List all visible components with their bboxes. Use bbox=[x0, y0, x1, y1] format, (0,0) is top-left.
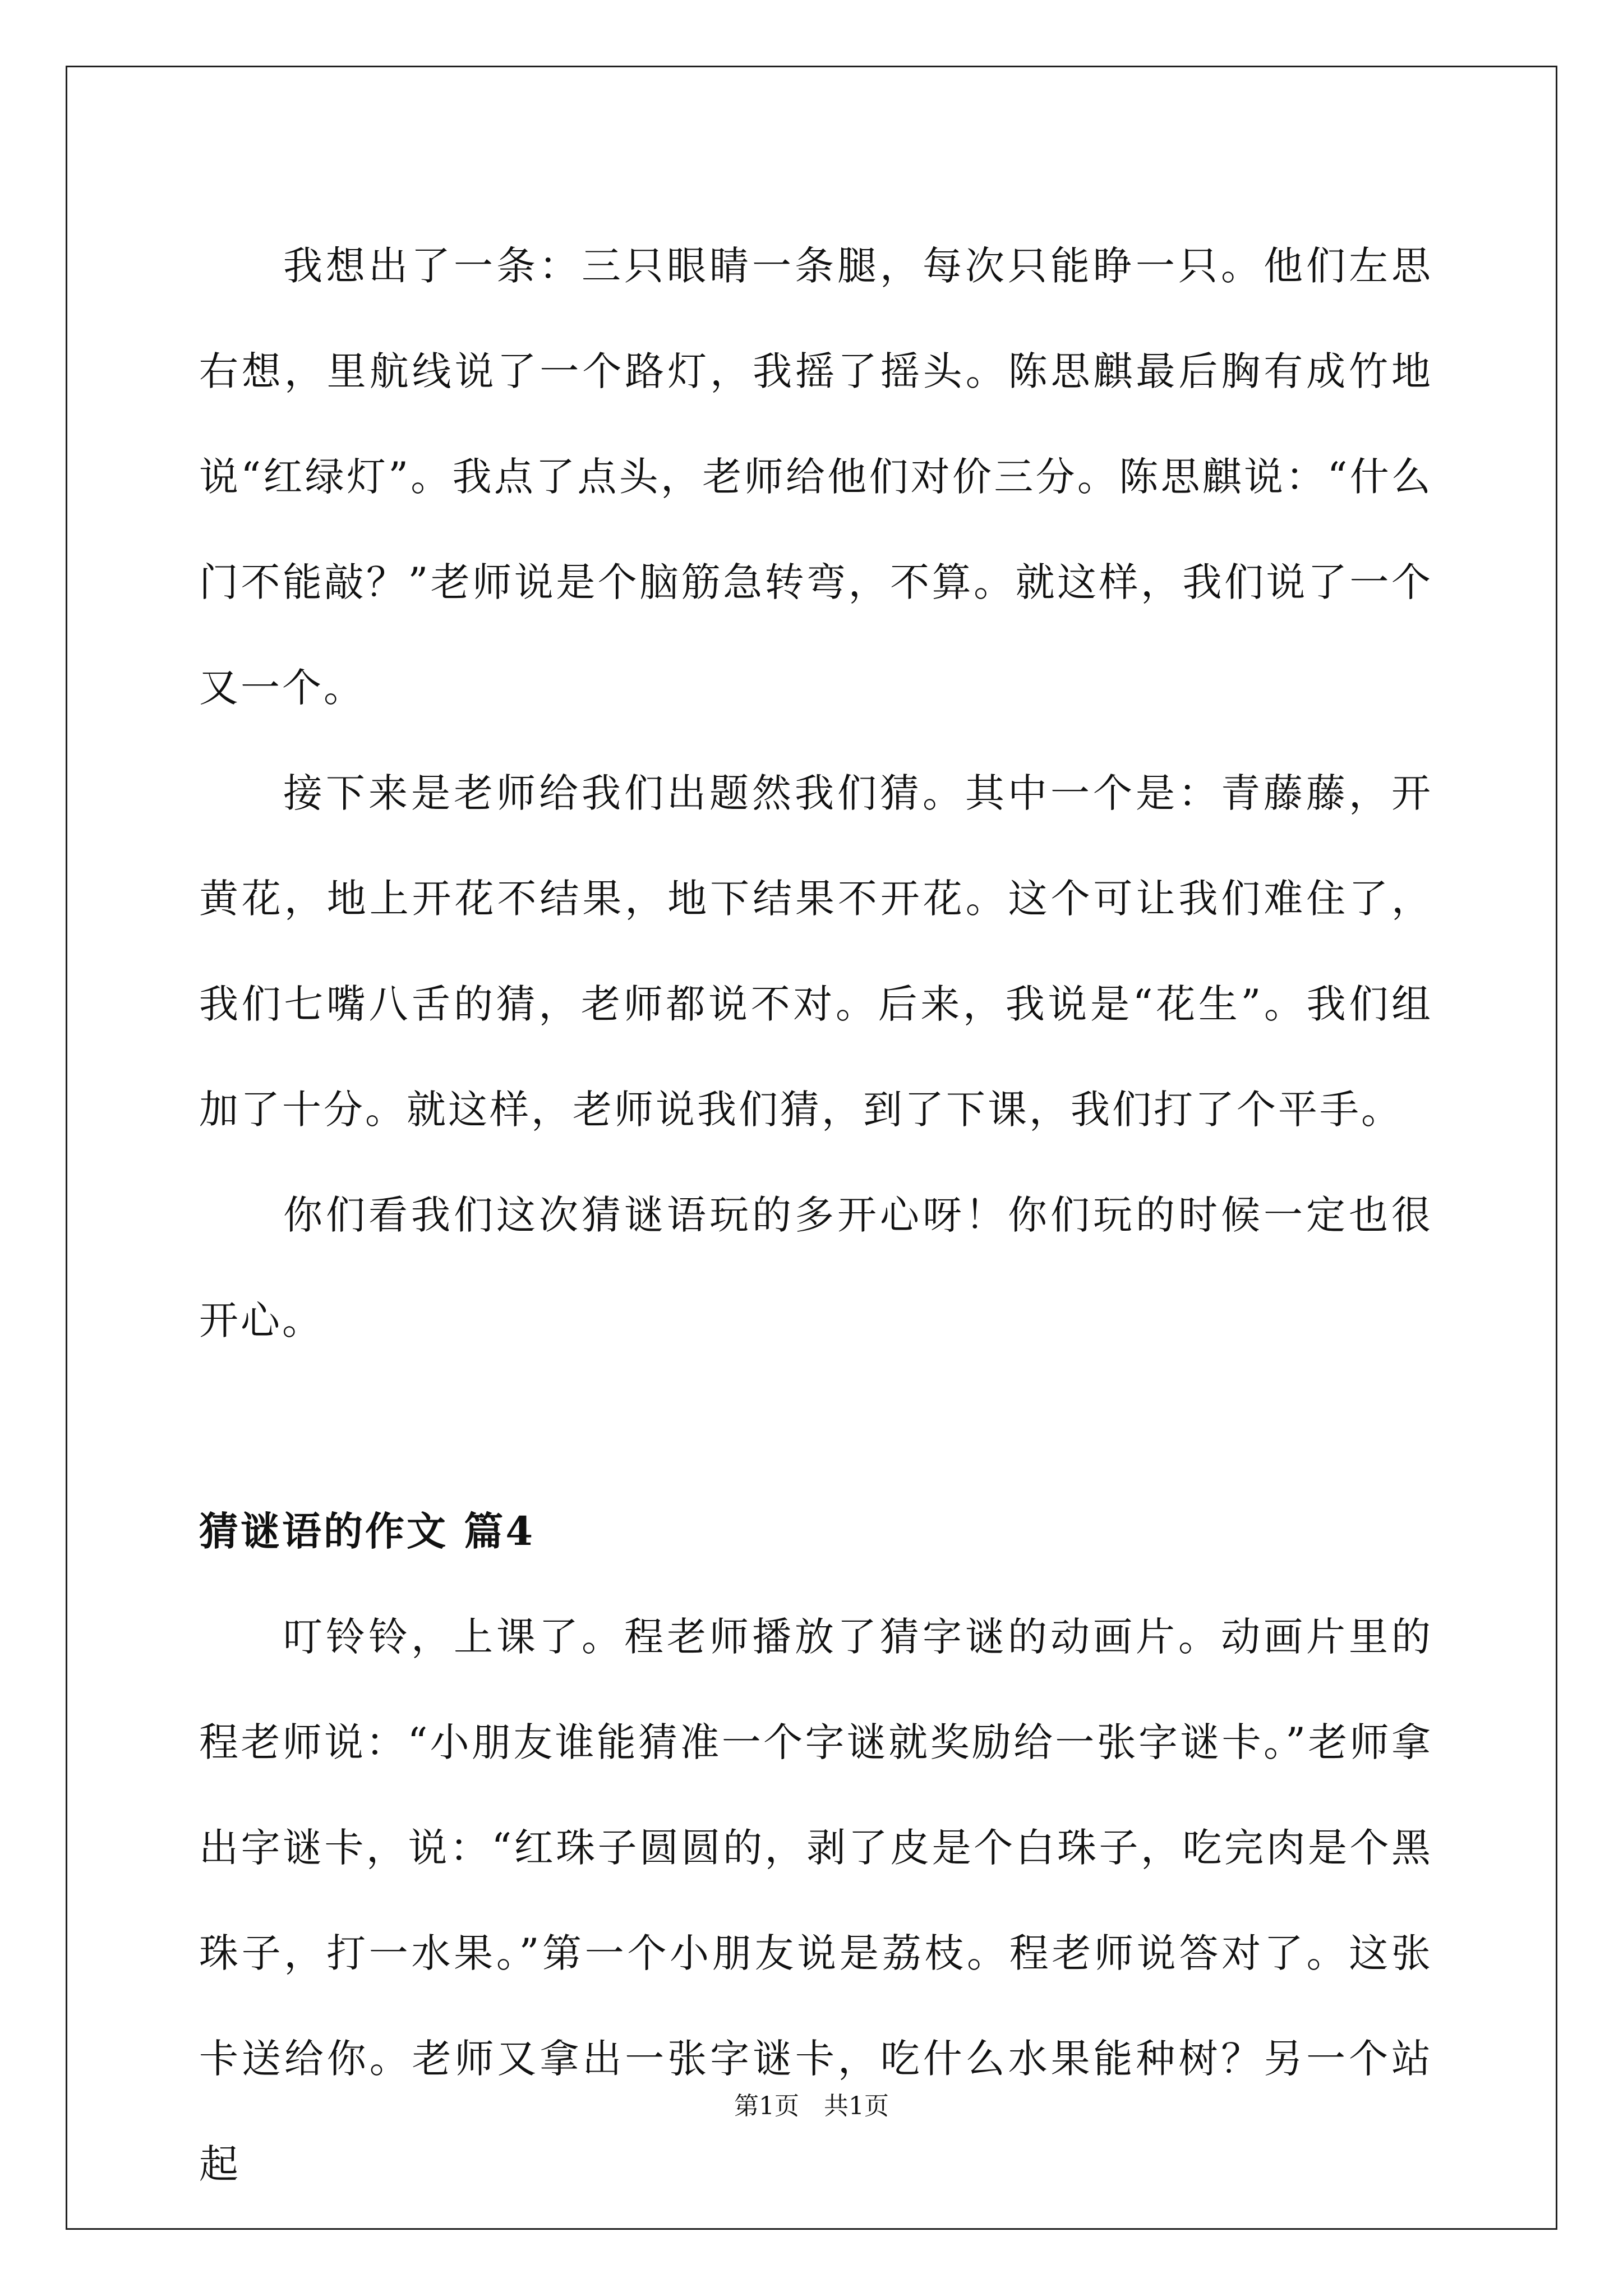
section-heading: 猜谜语的作文 篇4 bbox=[199, 1508, 536, 1554]
document-body bbox=[199, 213, 1433, 2217]
paragraph-riddle-one: 我想出了一条：三只眼睛一条腿，每次只能睁一只。他们左思右想，里航线说了一个路灯，我摇了摇头。陈思麒最后胸有成竹地说“红绿灯”。我点了点头，老师给他们对价三分。陈思麒说：“什么门不能敲？”老师说是个脑筋急转弯，不算。就这样，我们说了一个又一个。 bbox=[199, 243, 1433, 711]
paragraph-section4: 叮铃铃，上课了。程老师播放了猜字谜的动画片。动画片里的程老师说：“小朋友谁能猜准一个字谜就奖励给一张字谜卡。”老师拿出字谜卡，说：“红珠子圆圆的，剥了皮是个白珠子，吃完肉是个黑珠子，打一水果。”第一个小朋友说是荔枝。程老师说答对了。这张卡送给你。老师又拿出一张字谜卡，吃什么水果能种树？另一个站起 bbox=[199, 1614, 1433, 2187]
paragraph-riddle-two: 接下来是老师给我们出题然我们猜。其中一个是：青藤藤，开黄花，地上开花不结果，地下结果不开花。这个可让我们难住了，我们七嘴八舌的猜，老师都说不对。后来，我说是“花生”。我们组加了十分。就这样，老师说我们猜，到了下课，我们打了个平手。 bbox=[199, 770, 1433, 1133]
page-footer: 第1页 共1页 bbox=[734, 2092, 889, 2120]
paragraph-conclusion: 你们看我们这次猜谜语玩的多开心呀！你们玩的时候一定也很开心。 bbox=[199, 1192, 1433, 1343]
